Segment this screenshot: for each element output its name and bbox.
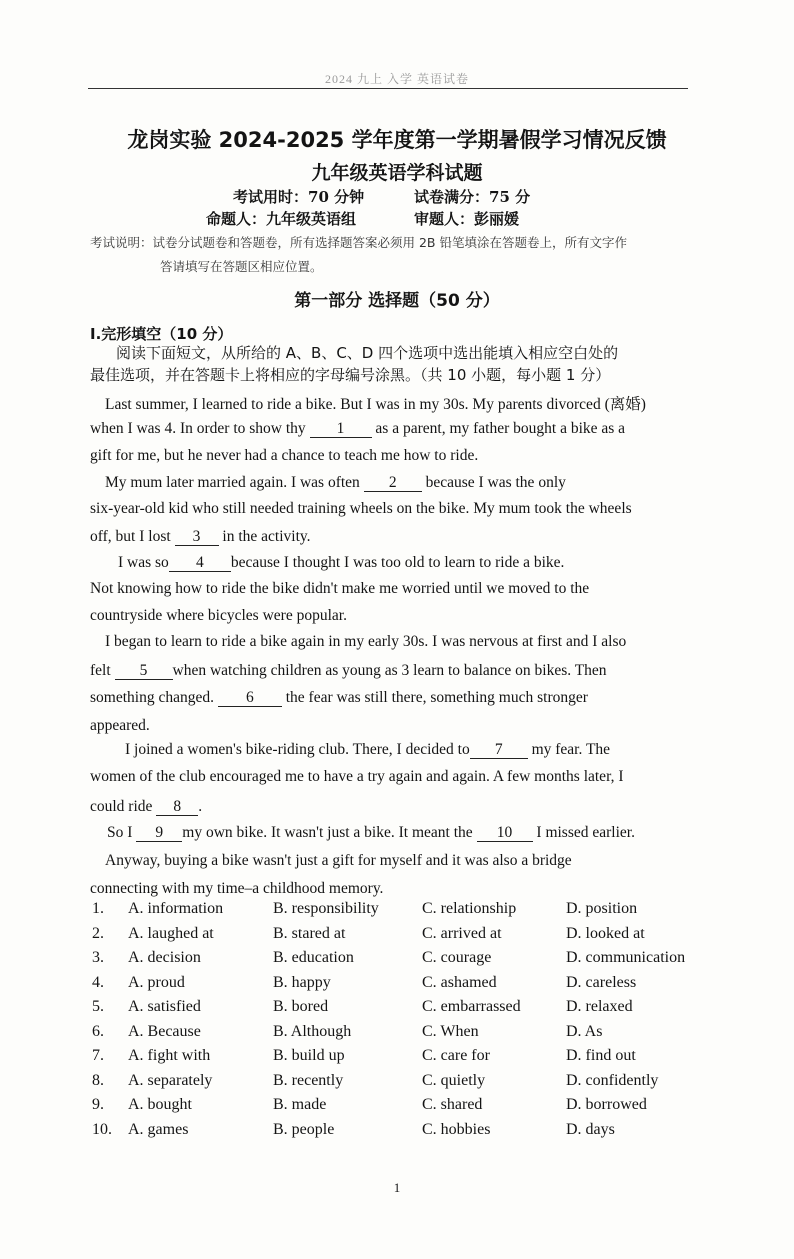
passage-text: Not knowing how to ride the bike didn't make me worried until we moved to the: [90, 580, 590, 597]
option-c: C. courage: [422, 949, 492, 966]
passage-line: [90, 580, 589, 598]
option-b: B. bored: [273, 998, 329, 1015]
blank-3: 3: [175, 529, 219, 546]
option-c: C. embarrassed: [422, 998, 521, 1015]
page-number: 1: [393, 1180, 401, 1195]
option-a: A. fight with: [128, 1047, 211, 1064]
option-b: B. education: [273, 949, 354, 966]
question-number: 1.: [92, 900, 104, 917]
blank-6: 6: [218, 690, 282, 707]
option-d: D. find out: [566, 1047, 636, 1064]
option-c: C. quietly: [422, 1071, 486, 1089]
passage-text: because I thought I was too old to learn to ride a bike.: [230, 554, 565, 571]
passage-text: off, but I lost: [90, 528, 175, 545]
passage-text: six-year-old kid who still needed training wheels on the bike. My mum took the wheels: [90, 500, 632, 517]
exam-time: 考试用时：70 分钟: [233, 188, 365, 206]
passage-line: [90, 447, 478, 465]
passage-text: I missed earlier.: [532, 824, 635, 841]
option-d: D. looked at: [566, 924, 645, 942]
passage-line: [90, 880, 383, 898]
passage-text: when I was 4. In order to show thy: [90, 420, 310, 437]
option-a: A. laughed at: [128, 924, 214, 942]
passage-text: countryside where bicycles were popular.: [90, 607, 347, 624]
instruction-line: 阅读下面短文，从所给的 A、B、C、D 四个选项中选出能填入相应空白处的: [116, 344, 619, 362]
passage-text: I was so: [118, 554, 169, 571]
option-d: D. days: [566, 1120, 615, 1138]
exam-reviewer: 审题人：彭丽媛: [414, 210, 520, 228]
exam-note-line2: 答请填写在答题区相应位置。: [160, 259, 323, 274]
blank-2: 2: [364, 475, 422, 492]
passage-text: could ride: [90, 798, 157, 815]
option-d: D. As: [566, 1022, 603, 1040]
exam-instructions: [90, 231, 700, 279]
option-a: A. proud: [128, 973, 185, 991]
passage-text: So I: [107, 824, 137, 841]
passage-line: [107, 824, 635, 842]
passage-line: [105, 474, 566, 492]
passage-text: felt: [90, 662, 115, 679]
question-number: 6.: [92, 1022, 104, 1040]
passage-text: when watching children as young as 3 learn to balance on bikes. Then: [172, 662, 607, 679]
passage-text: my fear. The: [527, 741, 611, 758]
question-number: 4.: [92, 973, 104, 991]
running-header: 2024 九上 入学 英语试卷: [324, 72, 469, 86]
passage-text: as a parent, my father bought a bike as a: [371, 420, 626, 437]
option-c: C. relationship: [422, 900, 517, 917]
passage-line: [90, 689, 588, 707]
exam-note-line1: 考试说明：试卷分试题卷和答题卷，所有选择题答案必须用 2B 铅笔填涂在答题卷上，所有文字作: [90, 235, 627, 250]
passage-text: something changed.: [90, 689, 218, 706]
option-d: D. borrowed: [566, 1096, 647, 1113]
passage-line: [105, 633, 626, 651]
passage-line: [125, 741, 610, 759]
option-b: B. recently: [273, 1071, 344, 1089]
exam-score: 试卷满分：75 分: [414, 188, 531, 206]
option-b: B. stared at: [273, 924, 346, 942]
passage-text: the fear was still there, something much stronger: [281, 689, 588, 706]
option-c: C. arrived at: [422, 924, 502, 942]
option-a: A. decision: [128, 949, 201, 966]
option-b: B. happy: [273, 973, 331, 991]
passage-text: gift for me, but he never had a chance to teach me how to ride.: [90, 447, 479, 464]
section-instructions: [90, 342, 702, 386]
option-a: A. separately: [128, 1071, 213, 1089]
blank-5: 5: [115, 663, 173, 680]
option-d: D. confidently: [566, 1071, 659, 1089]
option-c: C. care for: [422, 1047, 490, 1064]
passage-text: appeared.: [90, 717, 150, 734]
part-one-heading: 第一部分 选择题（50 分）: [294, 291, 500, 311]
option-a: A. satisfied: [128, 998, 201, 1015]
passage-text: I joined a women's bike-riding club. There, I decided to: [125, 741, 470, 758]
passage-line: [90, 607, 347, 625]
passage-text: Anyway, buying a bike wasn't just a gift for myself and it was also a bridge: [105, 852, 572, 869]
exam-title: 龙岗实验 2024-2025 学年度第一学期暑假学习情况反馈: [127, 128, 667, 152]
passage-line: [105, 392, 646, 414]
option-a: A. Because: [128, 1022, 201, 1040]
option-d: D. communication: [566, 949, 686, 966]
passage-line: [90, 420, 625, 438]
option-b: B. Although: [273, 1022, 352, 1040]
passage-text: connecting with my time–a childhood memory.: [90, 880, 384, 897]
blank-10: 10: [477, 825, 533, 842]
passage-text: women of the club encouraged me to have a try again and again. A few months later, I: [90, 768, 624, 785]
blank-9: 9: [136, 825, 182, 842]
option-d: D. relaxed: [566, 998, 633, 1015]
passage-text: Last summer, I learned to ride a bike. But I was in my 30s. My parents divorced (离婚): [105, 396, 646, 413]
question-number: 5.: [92, 998, 104, 1015]
option-d: D. position: [566, 900, 638, 917]
passage-line: [105, 852, 572, 870]
passage-text: my own bike. It wasn't just a bike. It meant the: [182, 824, 477, 841]
passage-text: My mum later married again. I was often: [105, 474, 364, 491]
question-number: 2.: [92, 924, 104, 942]
blank-8: 8: [156, 799, 198, 816]
passage-line: [118, 554, 564, 572]
option-c: C. ashamed: [422, 973, 497, 991]
section-heading: I.完形填空（10 分）: [90, 325, 233, 343]
question-number: 8.: [92, 1071, 104, 1089]
question-number: 3.: [92, 949, 104, 966]
passage-line: [90, 768, 624, 786]
option-c: C. When: [422, 1022, 479, 1040]
passage-line: [90, 717, 150, 735]
header-rule: [88, 88, 688, 89]
exam-author: 命题人：九年级英语组: [206, 210, 357, 228]
option-b: B. build up: [273, 1047, 345, 1064]
question-number: 7.: [92, 1047, 104, 1064]
blank-1: 1: [310, 421, 372, 438]
question-number: 9.: [92, 1096, 104, 1113]
option-b: B. people: [273, 1120, 335, 1138]
option-b: B. responsibility: [273, 900, 379, 917]
passage-text: .: [198, 798, 203, 815]
passage-text: I began to learn to ride a bike again in my early 30s. I was nervous at first and I also: [105, 633, 627, 650]
option-b: B. made: [273, 1096, 327, 1113]
passage-line: [90, 798, 202, 816]
passage-text: because I was the only: [421, 474, 566, 491]
exam-subtitle: 九年级英语学科试题: [311, 162, 483, 184]
instruction-line: 最佳选项，并在答题卡上将相应的字母编号涂黑。（共 10 小题，每小题 1 分）: [90, 366, 611, 384]
blank-4: 4: [169, 555, 231, 572]
passage-line: [90, 528, 311, 546]
option-a: A. information: [128, 900, 224, 917]
question-number: 10.: [92, 1120, 112, 1138]
passage-line: [90, 662, 607, 680]
option-a: A. games: [128, 1120, 189, 1138]
option-c: C. shared: [422, 1096, 483, 1113]
option-c: C. hobbies: [422, 1120, 491, 1138]
blank-7: 7: [470, 742, 528, 759]
passage-line: [90, 500, 632, 518]
option-d: D. careless: [566, 973, 637, 991]
passage-text: in the activity.: [218, 528, 311, 545]
option-a: A. bought: [128, 1096, 192, 1113]
